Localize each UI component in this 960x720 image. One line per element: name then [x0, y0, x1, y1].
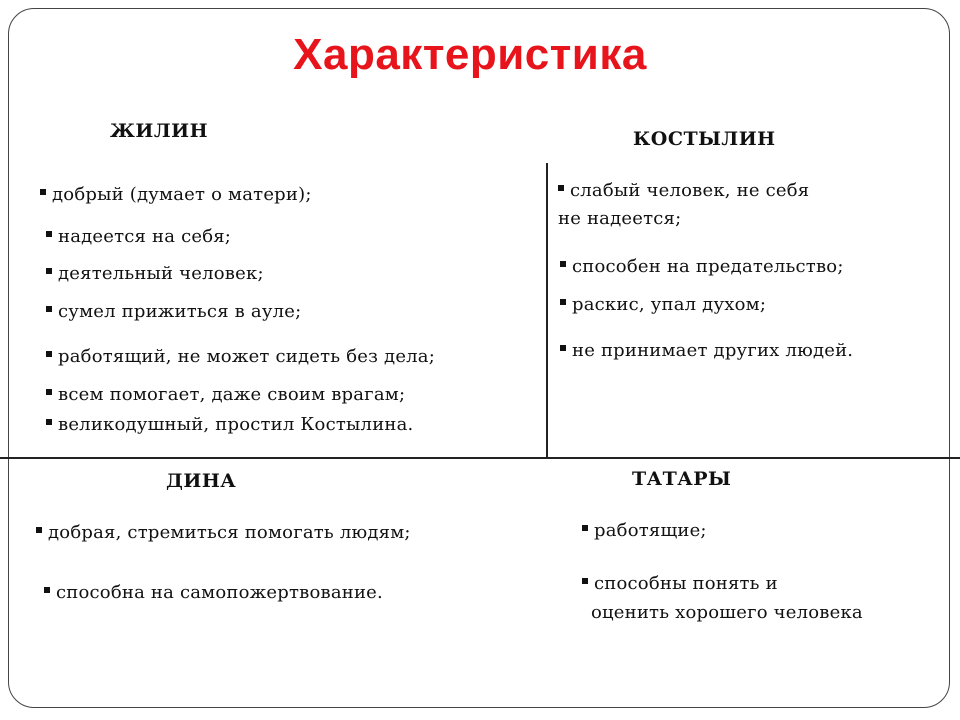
bullet-icon — [46, 389, 52, 395]
zhilin-item: добрый (думает о матери); — [40, 180, 312, 210]
dina-item: добрая, стремиться помогать людям; — [36, 518, 411, 548]
zhilin-item: надеется на себя; — [46, 222, 231, 252]
bullet-icon — [560, 299, 566, 305]
zhilin-item: сумел прижиться в ауле; — [46, 297, 301, 327]
horizontal-divider — [0, 457, 960, 459]
zhilin-heading: ЖИЛИН — [110, 120, 209, 142]
zhilin-item: великодушный, простил Костылина. — [46, 410, 413, 440]
tatary-item: работящие; — [582, 516, 707, 546]
kostylin-item: способен на предательство; — [560, 252, 844, 282]
bullet-icon — [46, 231, 52, 237]
vertical-divider — [546, 163, 548, 458]
zhilin-item: работящий, не может сидеть без дела; — [46, 342, 435, 372]
bullet-icon — [558, 185, 564, 191]
tatary-item: способны понять и — [582, 569, 778, 599]
zhilin-item: всем помогает, даже своим врагам; — [46, 380, 405, 410]
kostylin-item: раскис, упал духом; — [560, 290, 766, 320]
kostylin-item: не принимает других людей. — [560, 336, 853, 366]
kostylin-heading: КОСТЫЛИН — [633, 128, 776, 150]
bullet-icon — [46, 268, 52, 274]
tatary-heading: ТАТАРЫ — [632, 468, 732, 490]
bullet-icon — [582, 578, 588, 584]
bullet-icon — [36, 527, 42, 533]
bullet-icon — [560, 345, 566, 351]
dina-item: способна на самопожертвование. — [44, 578, 383, 608]
bullet-icon — [560, 261, 566, 267]
bullet-icon — [46, 419, 52, 425]
tatary-item-continuation: оценить хорошего человека — [591, 602, 863, 623]
kostylin-item: слабый человек, не себя — [558, 176, 809, 206]
bullet-icon — [44, 587, 50, 593]
slide-title: Характеристика — [293, 30, 647, 79]
bullet-icon — [40, 189, 46, 195]
bullet-icon — [46, 306, 52, 312]
kostylin-item-continuation: не надеется; — [558, 208, 682, 229]
zhilin-item: деятельный человек; — [46, 259, 264, 289]
bullet-icon — [582, 525, 588, 531]
bullet-icon — [46, 351, 52, 357]
dina-heading: ДИНА — [166, 470, 237, 492]
